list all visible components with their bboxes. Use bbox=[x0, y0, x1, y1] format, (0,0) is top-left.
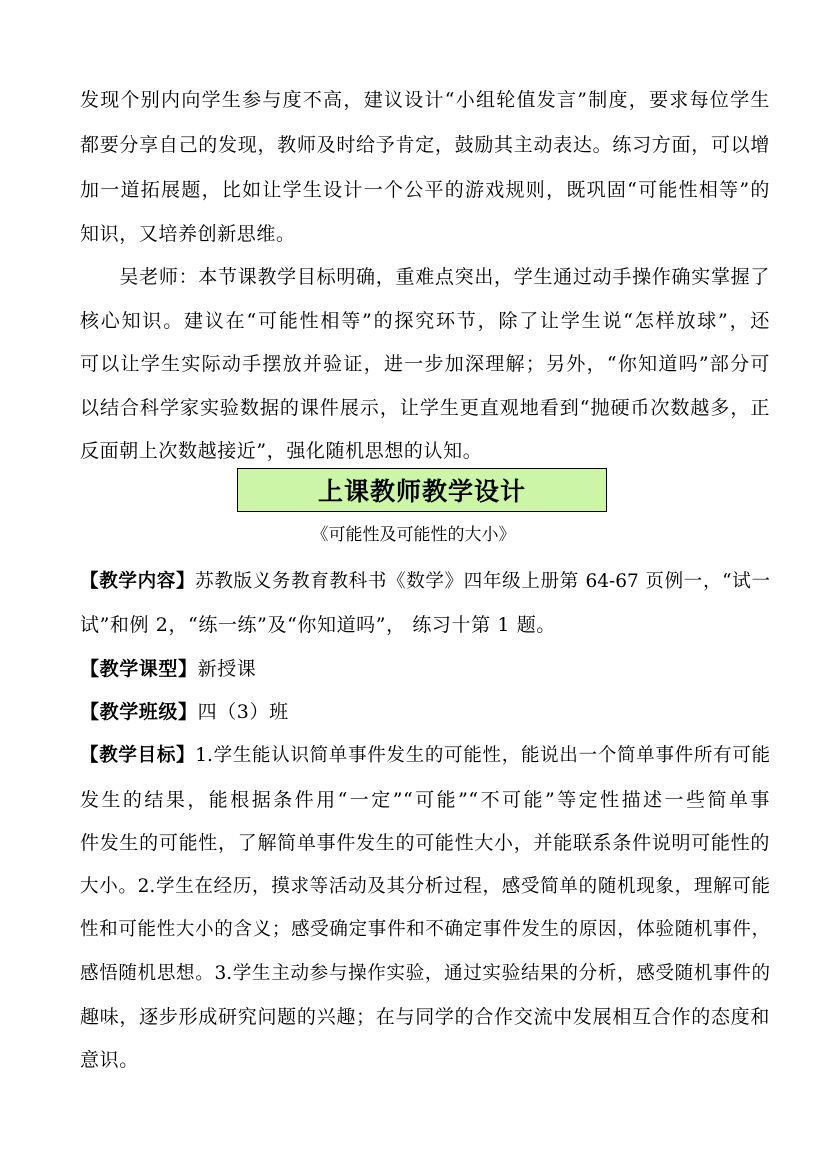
class-info bbox=[80, 700, 770, 724]
text-line: 都要分享自己的发现，教师及时给予肯定，鼓励其主动表达。练习方面，可以增 bbox=[80, 134, 770, 156]
text-line: 感悟随机思想。3.学生主动参与操作实验，通过实验结果的分析，感受随机事件的 bbox=[80, 963, 770, 984]
text-line: 反面朝上次数越接近”，强化随机思想的认知。 bbox=[80, 440, 483, 462]
text-line: 知识，又培养创新思维。 bbox=[80, 223, 296, 245]
lesson-type bbox=[80, 657, 770, 681]
text-line: 意识。 bbox=[80, 1049, 139, 1071]
text-line bbox=[80, 744, 770, 768]
field-value: 1.学生能认识简单事件发生的可能性，能说出一个简单事件所有可能 bbox=[195, 745, 770, 766]
section-title: 上课教师教学设计 bbox=[317, 477, 526, 506]
field-value: 新授课 bbox=[197, 658, 257, 680]
field-label: 【教学目标】 bbox=[80, 745, 196, 766]
text-line: 发现个别内向学生参与度不高，建议设计“小组轮值发言”制度，要求每位学生 bbox=[80, 89, 770, 111]
section-subtitle: 《可能性及可能性的大小》 bbox=[311, 525, 516, 545]
text-line: 加一道拓展题，比如让学生设计一个公平的游戏规则，既巩固“可能性相等”的 bbox=[80, 179, 770, 201]
text-line: 件发生的可能性，了解简单事件发生的可能性大小，并能联系条件说明可能性的 bbox=[80, 832, 770, 854]
text-line: 大小。2.学生在经历，摸求等活动及其分析过程，感受简单的随机现象，理解可能 bbox=[80, 876, 770, 897]
text-line bbox=[80, 570, 770, 594]
text-line: 试”和例 2，“练一练”及“你知道吗”， 练习十第 1 题。 bbox=[80, 614, 556, 636]
text-line: 核心知识。建议在“可能性相等”的探究环节，除了让学生说“怎样放球”，还 bbox=[80, 310, 770, 332]
text-line: 性和可能性大小的含义；感受确定事件和不确定事件发生的原因，体验随机事件， bbox=[80, 919, 770, 940]
field-label: 【教学内容】 bbox=[80, 571, 196, 592]
text-line: 吴老师：本节课教学目标明确，重难点突出，学生通过动手操作确实掌握了 bbox=[80, 266, 770, 288]
text-line: 可以让学生实际动手摆放并验证，进一步加深理解；另外，“你知道吗”部分可 bbox=[80, 353, 770, 375]
field-label: 【教学班级】 bbox=[80, 701, 198, 723]
text-line: 以结合科学家实验数据的课件展示，让学生更直观地看到“抛硬币次数越多，正 bbox=[80, 397, 770, 419]
section-title-box bbox=[237, 468, 607, 512]
text-line: 趣味，逐步形成研究问题的兴趣；在与同学的合作交流中发展相互合作的态度和 bbox=[80, 1006, 770, 1028]
field-value: 苏教版义务教育教科书《数学》四年级上册第 64-67 页例一，“试一 bbox=[195, 571, 770, 592]
text-line: 发生的结果，能根据条件用“一定”“可能”“不可能”等定性描述一些简单事 bbox=[80, 789, 770, 811]
field-label: 【教学课型】 bbox=[80, 658, 198, 680]
field-value: 四（3）班 bbox=[197, 701, 289, 723]
